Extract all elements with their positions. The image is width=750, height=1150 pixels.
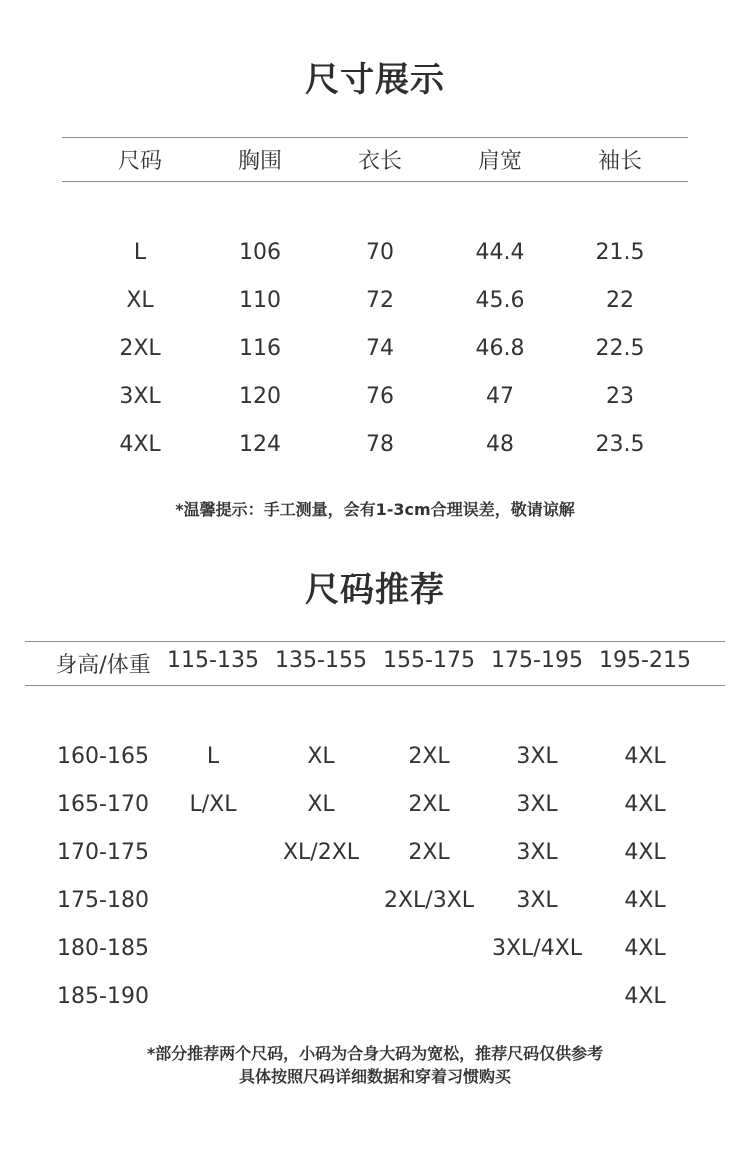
size-table-row [80,384,680,409]
size-chart-title: 尺寸展示 [305,60,445,100]
recommendation-table-row [47,744,703,769]
recommendation-cell: 4XL [624,792,666,817]
size-cell: 110 [239,288,281,313]
size-cell: 22 [606,288,634,313]
size-cell: XL [126,288,154,313]
size-cell: 45.6 [475,288,525,313]
size-header-cell: 尺码 [117,149,162,174]
recommendation-cell [159,936,267,961]
size-chart-note: *温馨提示：手工测量，会有1-3cm合理误差，敬请谅解 [175,500,575,519]
recommendation-cell [483,984,591,1009]
size-header-cell: 衣长 [357,149,402,174]
recommendation-cell: L [206,744,220,769]
size-cell: 72 [366,288,394,313]
recommendation-cell: 4XL [624,888,666,913]
size-header-cell: 胸围 [237,149,282,174]
recommendation-header-cell: 175-195 [491,648,583,673]
size-cell: 46.8 [475,336,525,361]
size-header-cell: 袖长 [597,149,642,174]
size-cell: 2XL [119,336,161,361]
recommendation-cell [267,936,375,961]
recommendation-header-cell: 135-155 [275,648,367,673]
size-cell: 78 [366,432,394,457]
size-header-bottom-divider [62,181,688,182]
recommendation-note-line1: *部分推荐两个尺码，小码为合身大码为宽松，推荐尺码仅供参考 [146,1044,604,1063]
recommendation-cell: 3XL [516,744,558,769]
recommendation-cell: L/XL [189,792,237,817]
recommendation-header-cell: 155-175 [383,648,475,673]
recommendation-cell: 4XL [624,936,666,961]
recommendation-header-cell: 195-215 [599,648,691,673]
recommendation-cell [159,984,267,1009]
recommendation-cell: 4XL [624,984,666,1009]
size-table-row [80,336,680,361]
recommendation-title: 尺码推荐 [305,570,445,610]
recommendation-cell: 3XL [516,840,558,865]
recommendation-header-cell: 115-135 [167,648,259,673]
size-cell: 76 [366,384,394,409]
recommendation-cell: 175-180 [57,888,149,913]
recommendation-header-cell: 身高/体重 [55,653,151,678]
size-cell: L [133,240,147,265]
recommendation-cell: 170-175 [57,840,149,865]
recommendation-cell: 2XL [408,840,450,865]
recommendation-note-line2: 具体按照尺码详细数据和穿着习惯购买 [238,1067,511,1086]
size-cell: 120 [239,384,281,409]
recommendation-table-row [47,984,703,1009]
recommendation-table-row [47,888,703,913]
recommendation-cell: 2XL/3XL [383,888,475,913]
size-cell: 23.5 [595,432,645,457]
recommendation-table-row [47,792,703,817]
recommendation-cell: 2XL [408,792,450,817]
recommendation-cell: 3XL [516,888,558,913]
recommendation-cell: XL [307,792,335,817]
recommendation-cell: 160-165 [57,744,149,769]
recommendation-cell: 3XL/4XL [491,936,583,961]
recommendation-cell: 180-185 [57,936,149,961]
recommendation-cell [267,984,375,1009]
recommendation-cell [267,888,375,913]
size-cell: 44.4 [475,240,525,265]
recommendation-header-bottom-divider [25,685,725,686]
recommendation-cell [375,936,483,961]
recommendation-cell [159,888,267,913]
recommendation-table-row [47,840,703,865]
size-table-row [80,240,680,265]
recommendation-cell: 3XL [516,792,558,817]
recommendation-cell [159,840,267,865]
size-cell: 124 [239,432,281,457]
size-table-header [80,144,680,175]
size-header-top-divider [62,137,688,138]
size-cell: 21.5 [595,240,645,265]
size-header-cell: 肩宽 [477,149,522,174]
size-cell: 23 [606,384,634,409]
recommendation-cell: XL/2XL [282,840,360,865]
recommendation-table-header [47,648,703,679]
recommendation-cell [375,984,483,1009]
size-cell: 74 [366,336,394,361]
size-cell: 47 [486,384,514,409]
size-cell: 22.5 [595,336,645,361]
size-cell: 116 [239,336,281,361]
size-cell: 3XL [119,384,161,409]
recommendation-table-row [47,936,703,961]
recommendation-cell: 4XL [624,840,666,865]
recommendation-cell: 4XL [624,744,666,769]
recommendation-cell: 2XL [408,744,450,769]
size-cell: 70 [366,240,394,265]
size-table-row [80,432,680,457]
size-cell: 48 [486,432,514,457]
recommendation-cell: 165-170 [57,792,149,817]
recommendation-header-top-divider [25,641,725,642]
size-cell: 106 [239,240,281,265]
size-table-row [80,288,680,313]
recommendation-cell: 185-190 [57,984,149,1009]
recommendation-cell: XL [307,744,335,769]
size-cell: 4XL [119,432,161,457]
